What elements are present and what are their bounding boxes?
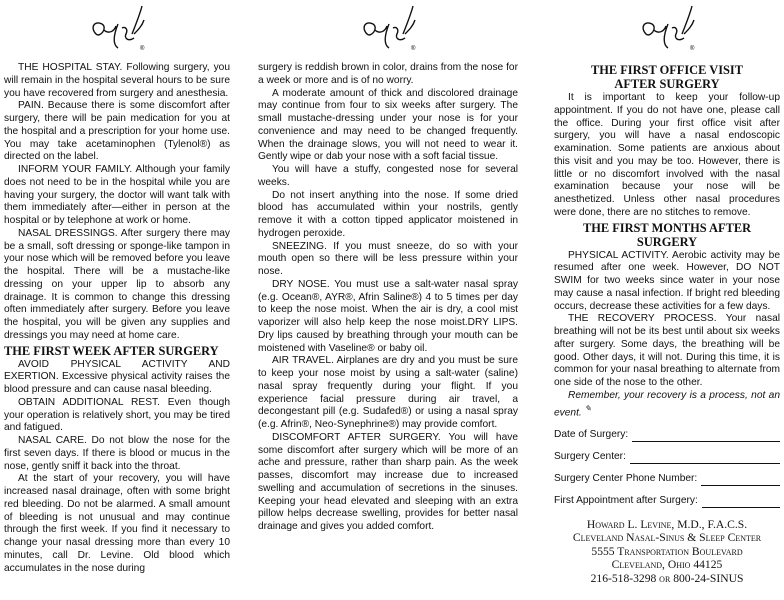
remember-text: Remember, your recovery is a process, not an event. [554, 389, 780, 418]
paragraph: Do not insert anything into the nose. If some dried blood has accumulated within your nostrils, gently remove it with a cotton tipped applicator moistened in hydrogen peroxide. [258, 189, 518, 239]
paragraph: DISCOMFORT AFTER SURGERY. You will have some discomfort after surgery which will be more of an ache and pressure, rather than sharp pain. As the week passes, discomfort may increase due to increased swelling and accumulation of secretions in the sinuses. Keeping your head elevated and sleeping with an extra pillow helps decrease swelling, provides for better nasal drainage and gives you added comfort. [258, 431, 518, 532]
registered-mark: ® [690, 46, 695, 52]
signature-logo-icon [353, 4, 423, 62]
field-label: First Appointment after Surgery: [554, 494, 698, 506]
first-appointment-field [554, 494, 780, 508]
field-blank-line [702, 497, 780, 508]
column-left [4, 0, 230, 600]
section-heading [554, 221, 780, 249]
remember-note [554, 390, 780, 420]
phone-numbers: 216-518-3298 or 800-24-SINUS [590, 572, 744, 586]
contact-block [554, 518, 780, 586]
registered-mark: ® [140, 46, 145, 52]
field-blank-line [701, 475, 780, 486]
paragraph: NASAL CARE. Do not blow the nose for the first seven days. If there is blood or mucus in the nose, gently sniff it back into the throat. [4, 435, 230, 472]
paragraph: It is important to keep your follow-up appointment. If you do not have one, please call the office. During your first office visit after surgery, you will have a nasal endoscopic examination. Some patients are anxious about this visit and you may be too. However, there is little or no discomfort involved with the nasal examination because your nose will be anesthetized. Unless other nasal procedures were done, there are no stitches to remove. [554, 92, 780, 218]
date-of-surgery-field [554, 428, 780, 442]
paragraph: At the start of your recovery, you will have increased nasal drainage, often with some bright red bleeding. Do not be alarmed. A small amount of bleeding is not unusual and may continue through the first week. If you find it necessary to change your nasal dressing more than every 10 minutes, call Dr. Levine. Old blood which accumulates in the nose during [4, 473, 230, 574]
city-state-zip: Cleveland, Ohio 44125 [611, 558, 723, 572]
heading-line: AFTER SURGERY [614, 77, 720, 91]
paragraph: You will have a stuffy, congested nose for several weeks. [258, 164, 518, 188]
column-middle [258, 0, 518, 600]
organization-name: Cleveland Nasal-Sinus & Sleep Center [572, 531, 762, 545]
paragraph: PHYSICAL ACTIVITY. Aerobic activity may be resumed after one week. However, DO NOT SWIM for two weeks since water in your nose may cause a nasal infection. If bright red bleeding occurs, decrease these activities for a few days. [554, 249, 780, 312]
paragraph: INFORM YOUR FAMILY. Although your family does not need to be in the hospital while you are having your surgery, the doctor will want talk with them immediately after—either in person at the hospital or by telephone at work or home. [4, 164, 230, 226]
field-blank-line [630, 453, 780, 464]
heading-line: SURGERY [636, 234, 698, 249]
field-blank-line [632, 431, 780, 442]
paragraph: NASAL DRESSINGS. After surgery there may be a small, soft dressing or sponge-like tampon in your nose which will be removed before you leave the hospital. There will be a mustache-like dressing on your upper lip to absorb any drainage. It is common to change this dressing often immediately after surgery. Before you leave the hospital, you will be given any supplies and dressings you may need at home care. [4, 227, 230, 341]
paragraph: OBTAIN ADDITIONAL REST. Even though your operation is relatively short, you may be tired and fatigued. [4, 396, 230, 434]
signature-logo-icon [632, 4, 702, 62]
paragraph: PAIN. Because there is some discomfort after surgery, there will be pain medication for you at the hospital and a prescription for your home use. You may take acetaminophen (Tylenol®) as directed on the label. [4, 100, 230, 163]
doctor-name: Howard L. Levine, M.D., F.A.C.S. [586, 517, 748, 531]
heading-line: THE FIRST MONTHS AFTER [582, 220, 752, 235]
street-address: 5555 Transportation Boulevard [591, 544, 743, 558]
registered-mark: ® [411, 46, 416, 52]
paragraph: surgery is reddish brown in color, drains from the nose for a week or more and is of no worry. [258, 62, 518, 86]
heading-line: THE FIRST OFFICE VISIT [590, 63, 744, 77]
paragraph: SNEEZING. If you must sneeze, do so with your mouth open so there will be less pressure within your nose. [258, 240, 518, 277]
section-heading: THE FIRST WEEK AFTER SURGERY [4, 343, 219, 358]
paragraph: AIR TRAVEL. Airplanes are dry and you must be sure to keep your nose moist by using a salt-water (saline) nasal spray frequently during your flight. If you experience facial pressure during air travel, a decongestant pill (e.g. Sudafed®) or using a nasal spray (e.g. Afrin®, Neo-Synephrine®) may provide comfort. [258, 355, 518, 430]
field-label: Surgery Center: [554, 450, 626, 462]
section-heading [554, 63, 780, 91]
field-label: Surgery Center Phone Number: [554, 472, 698, 484]
mini-logo-icon: ✎ [584, 403, 592, 413]
paragraph: THE RECOVERY PROCESS. Your nasal breathing will not be its best until about six weeks after surgery. Some days, the breathing will be good. Other days, it will not. During this time, it is common for your nasal breathing to alternate from one side of the nose to the other. [554, 313, 780, 388]
column-right [554, 0, 780, 600]
paragraph: DRY NOSE. You must use a salt-water nasal spray (e.g. Ocean®, AYR®, Afrin Saline®) 4 to 5 times per day to keep the nose moist. When the air is dry, a cool mist vaporizer will also help keep the nose moist.DRY LIPS. Dry lips caused by breathing through your mouth can be moistened with Vaseline® or baby oil. [258, 278, 518, 354]
surgery-center-field [554, 450, 780, 464]
paragraph: AVOID PHYSICAL ACTIVITY AND EXERTION. Excessive physical activity raises the blood pressure and can cause nasal bleeding. [4, 358, 230, 395]
surgery-center-phone-field [554, 472, 780, 486]
field-label: Date of Surgery: [554, 428, 629, 440]
signature-logo-icon [82, 4, 152, 62]
paragraph: A moderate amount of thick and discolored drainage may continue from four to six weeks after surgery. The small mustache-dressing under your nose is for your convenience and may need to be changed frequently. When the drainage slows, you will not need to wear it. Gently wipe or dab your nose with a soft facial tissue. [258, 87, 518, 163]
paragraph: THE HOSPITAL STAY. Following surgery, you will remain in the hospital several hours to be sure you have recovered from surgery and anesthesia. [4, 62, 230, 99]
